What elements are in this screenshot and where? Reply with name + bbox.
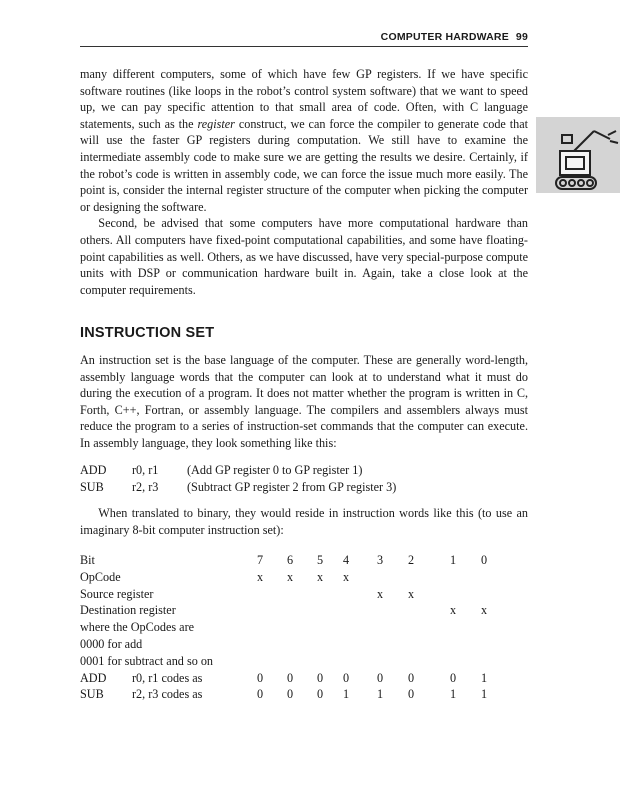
bit-table-label: Bit bbox=[80, 553, 95, 567]
bit-table-row bbox=[80, 569, 528, 586]
bit-cell: 0 bbox=[407, 670, 415, 685]
running-title: COMPUTER HARDWARE bbox=[380, 31, 509, 43]
bit-table bbox=[80, 552, 528, 703]
asm-args: r0, r1 bbox=[132, 463, 159, 477]
bit-table-label: OpCode bbox=[80, 569, 121, 584]
asm-line bbox=[80, 462, 528, 479]
chapter-side-tab bbox=[536, 117, 620, 193]
bit-cell: 0 bbox=[256, 687, 264, 702]
asm-opcode: SUB bbox=[80, 480, 104, 494]
bit-table-label: Destination register bbox=[80, 603, 176, 618]
bit-cell: x bbox=[342, 569, 350, 584]
bit-cell: 0 bbox=[316, 687, 324, 702]
robot-icon bbox=[536, 117, 620, 193]
bit-table-row bbox=[80, 619, 528, 636]
bit-table-sublabel: r0, r1 codes as bbox=[132, 670, 203, 685]
bit-cell: x bbox=[407, 586, 415, 601]
bit-table-label: SUB bbox=[80, 687, 104, 702]
bit-cell: 1 bbox=[480, 687, 488, 702]
bit-table-row bbox=[80, 653, 528, 670]
bit-cell: 1 bbox=[449, 687, 457, 702]
page-number: 99 bbox=[515, 31, 528, 43]
instruction-set-text bbox=[80, 352, 528, 452]
bit-cell: 1 bbox=[342, 687, 350, 702]
bit-cell: x bbox=[480, 603, 488, 618]
bit-cell: 1 bbox=[480, 670, 488, 685]
instruction-set-paragraph: An instruction set is the base language of the computer. These are generally word-length, assembly language words that the computer can look at to understand what it must do during the execution of a program. It does not matter whether the program is written in C, Forth, C++, Fortran, or assembly language. The compilers and assemblers always must reduce the program to a series of instruction-set commands that the computer can execute. In assembly language, they look something like this: bbox=[80, 353, 528, 450]
bit-cell: 1 bbox=[449, 553, 457, 567]
asm-args: r2, r3 bbox=[132, 480, 159, 494]
bit-table-row bbox=[80, 586, 528, 603]
bit-cell: 0 bbox=[407, 687, 415, 702]
section-title: INSTRUCTION SET bbox=[80, 325, 215, 341]
asm-comment: (Subtract GP register 2 from GP register 3) bbox=[187, 480, 397, 494]
bit-table-row bbox=[80, 636, 528, 653]
asm-comment: (Add GP register 0 to GP register 1) bbox=[187, 463, 363, 477]
bit-cell: 0 bbox=[286, 687, 294, 702]
bit-cell: 7 bbox=[256, 553, 264, 567]
bit-cell: x bbox=[449, 603, 457, 618]
bit-table-label: where the OpCodes are bbox=[80, 620, 195, 635]
bit-cell: 0 bbox=[449, 670, 457, 685]
asm-opcode: ADD bbox=[80, 463, 107, 477]
bit-cell: 1 bbox=[376, 687, 384, 702]
bit-cell: 3 bbox=[376, 553, 384, 567]
bit-cell: 2 bbox=[407, 553, 415, 567]
bit-cell: 0 bbox=[342, 670, 350, 685]
bit-cell: x bbox=[286, 569, 294, 584]
bit-cell: x bbox=[376, 586, 384, 601]
running-header bbox=[80, 31, 528, 43]
binary-intro-paragraph: When translated to binary, they would reside in instruction words like this (to use an imaginary 8-bit computer instruction set): bbox=[80, 506, 528, 537]
bit-table-row bbox=[80, 670, 528, 687]
bit-cell: x bbox=[316, 569, 324, 584]
bit-cell: 4 bbox=[342, 553, 350, 567]
register-keyword: register bbox=[197, 116, 235, 131]
intro-text bbox=[80, 66, 528, 298]
intro-paragraph-2: Second, be advised that some computers have more computational hardware than others. All computers have fixed-point computational capabilities, and some have floating-point capabilities as well. Others, as we have discussed, have very special-purpose compute units with DSP or communication hardware built in. Again, take a close look at the computer requirements. bbox=[80, 216, 528, 297]
bit-table-sublabel: r2, r3 codes as bbox=[132, 687, 203, 702]
asm-line bbox=[80, 479, 528, 496]
bit-cell: 0 bbox=[256, 670, 264, 685]
assembly-example bbox=[80, 462, 528, 496]
bit-table-row bbox=[80, 686, 528, 703]
intro-paragraph-1: many different computers, some of which have few GP registers. If we have specific software routines (like loops in the robot’s control system software) that we want to speed up, we can pay specific attention to that small area of code. Often, with C language statements, such as the register construct, we can force the compiler to generate code that will use the faster GP registers during computation. We still have to examine the intermediate assembly code to make sure we are getting the results we desire. Certainly, if the robot’s code is written in assembly code, we can force the issue much more easily. The point is, consider the internal register structure of the computer when picking the computer or designing the software. bbox=[80, 67, 528, 214]
bit-table-label: Source register bbox=[80, 586, 154, 601]
bit-table-row bbox=[80, 602, 528, 619]
bit-table-label: 0001 for subtract and so on bbox=[80, 653, 214, 668]
bit-table-row bbox=[80, 552, 528, 569]
bit-cell: 6 bbox=[286, 553, 294, 567]
bit-table-label: 0000 for add bbox=[80, 636, 143, 651]
bit-cell: 5 bbox=[316, 553, 324, 567]
header-rule bbox=[80, 46, 528, 47]
bit-cell: 0 bbox=[376, 670, 384, 685]
bit-cell: 0 bbox=[286, 670, 294, 685]
bit-cell: 0 bbox=[480, 553, 488, 567]
binary-intro-text bbox=[80, 505, 528, 538]
bit-cell: x bbox=[256, 569, 264, 584]
bit-table-label: ADD bbox=[80, 670, 107, 685]
bit-cell: 0 bbox=[316, 670, 324, 685]
